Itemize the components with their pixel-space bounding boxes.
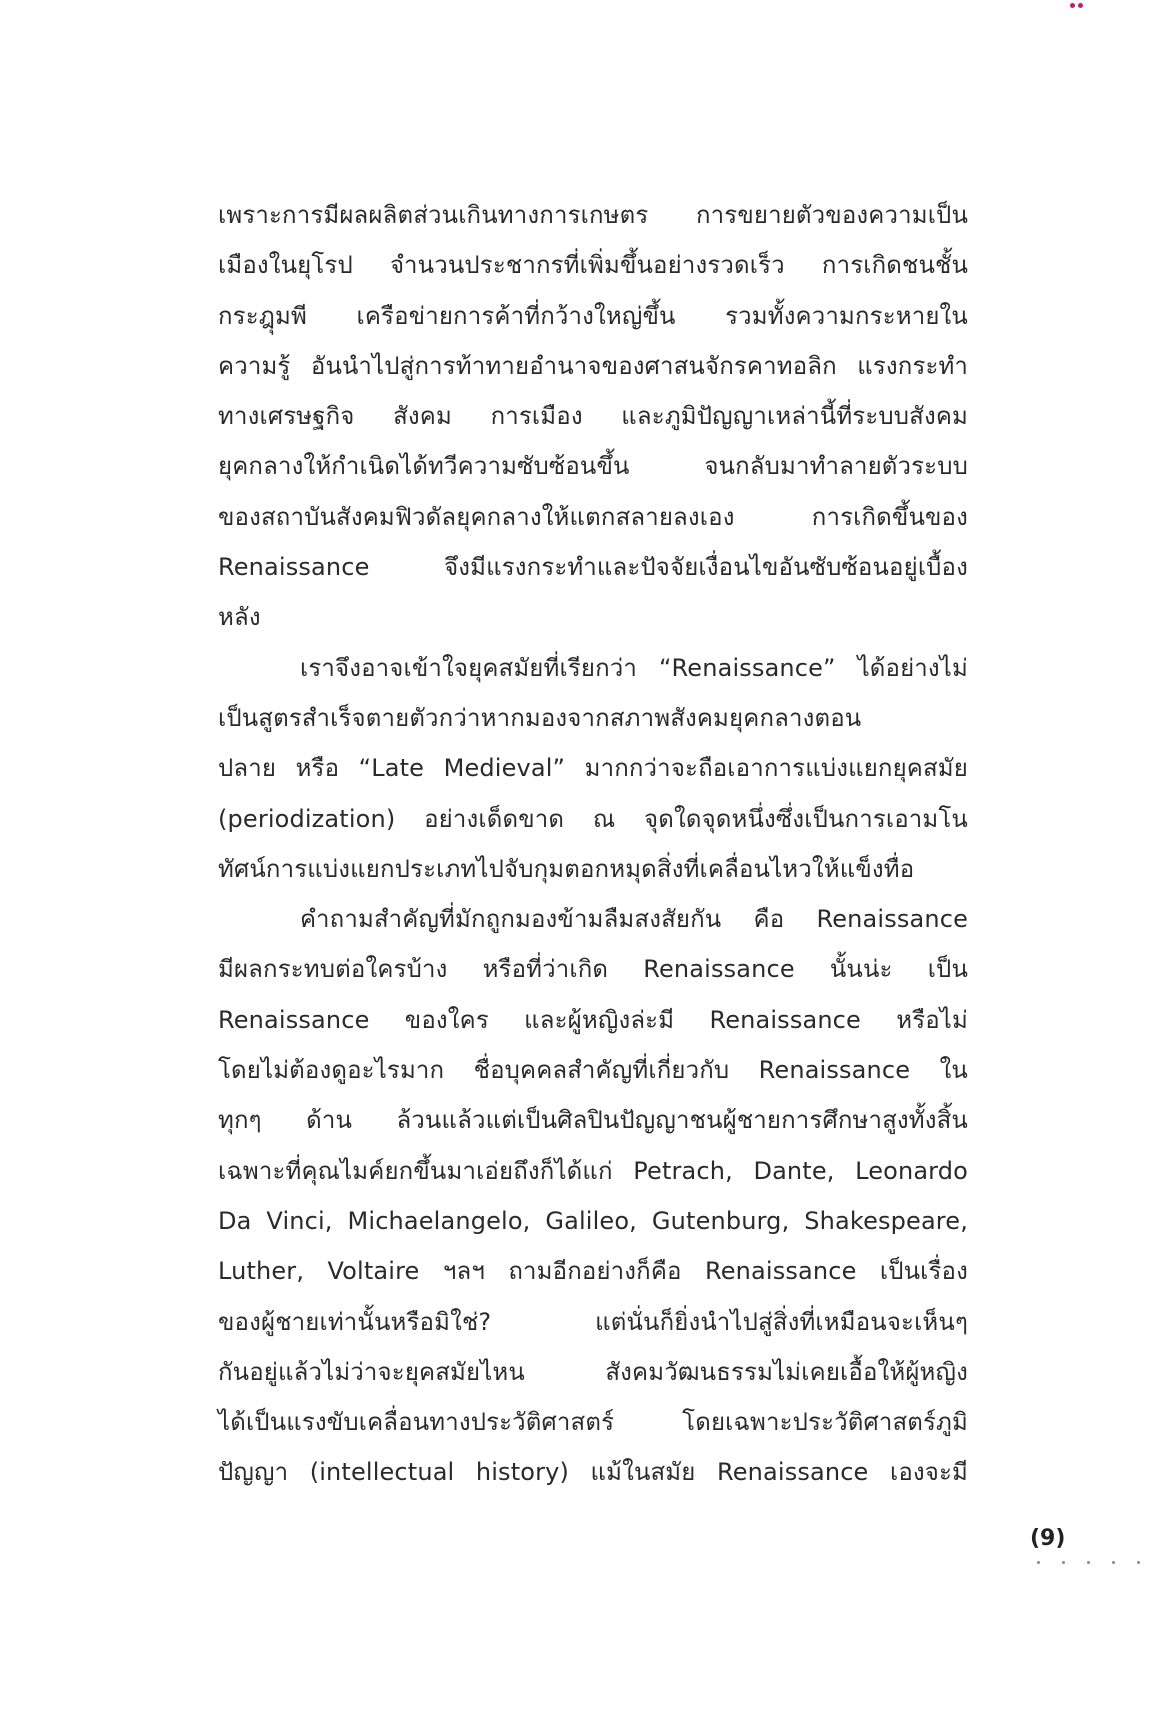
body-text [218,190,968,1498]
text-line: ของสถาบันสังคมฟิวดัลยุคกลางให้แตกสลายลงเอง การเกิดขึ้นของ [218,502,968,531]
text-line: ความรู้ อันนำไปสู่การท้าทายอำนาจของศาสนจักรคาทอลิก แรงกระทำ [218,351,968,380]
text-line: ปลาย หรือ “Late Medieval” มากกว่าจะถือเอาการแบ่งแยกยุคสมัย [218,754,968,783]
footer-dot [1087,1561,1090,1564]
text-line: ของผู้ชายเท่านั้นหรือมิใช่? แต่นั่นก็ยิ่งนำไปสู่สิ่งที่เหมือนจะเห็นๆ [218,1307,968,1336]
footer-dot [1062,1561,1065,1564]
text-line: โดยไม่ต้องดูอะไรมาก ชื่อบุคคลสำคัญที่เกี่ยวกับ Renaissance ใน [218,1056,968,1085]
text-line: เฉพาะที่คุณไมค์ยกขึ้นมาเอ่ยถึงก็ได้แก่ Petrach, Dante, Leonardo [218,1156,968,1185]
text-line: มีผลกระทบต่อใครบ้าง หรือที่ว่าเกิด Renaissance นั้นน่ะ เป็น [218,955,968,984]
text-line: ยุคกลางให้กำเนิดได้ทวีความซับซ้อนขึ้น จนกลับมาทำลายตัวระบบ [218,452,968,481]
text-line: ปัญญา (intellectual history) แม้ในสมัย Renaissance เองจะมี [218,1458,968,1487]
footer-dot [1137,1561,1140,1564]
footer-dot [1037,1561,1040,1564]
text-line: คำถามสำคัญที่มักถูกมองข้ามลืมสงสัยกัน คือ Renaissance [300,905,968,934]
page-number: (9) [1030,1526,1066,1551]
text-line: กันอยู่แล้วไม่ว่าจะยุคสมัยไหน สังคมวัฒนธรรมไม่เคยเอื้อให้ผู้หญิง [218,1357,968,1386]
text-line: Renaissance ของใคร และผู้หญิงล่ะมี Renaissance หรือไม่ [218,1005,968,1034]
text-line: Renaissance จึงมีแรงกระทำและปัจจัยเงื่อนไขอันซับซ้อนอยู่เบื้อง [218,553,968,582]
text-line: ทุกๆ ด้าน ล้วนแล้วแต่เป็นศิลปินปัญญาชนผู้ชายการศึกษาสูงทั้งสิ้น [218,1106,968,1135]
footer-decoration-dots [1037,1561,1140,1564]
corner-decoration-dots [1070,3,1083,8]
text-line: ทัศน์การแบ่งแยกประเภทไปจับกุมตอกหมุดสิ่งที่เคลื่อนไหวให้แข็งทื่อ [218,854,915,883]
text-line: Luther, Voltaire ฯลฯ ถามอีกอย่างก็คือ Renaissance เป็นเรื่อง [218,1257,968,1286]
text-line: เป็นสูตรสำเร็จตายตัวกว่าหากมองจากสภาพสังคมยุคกลางตอน [218,703,862,732]
text-line: เราจึงอาจเข้าใจยุคสมัยที่เรียกว่า “Renaissance” ได้อย่างไม่ [300,653,968,682]
text-line: เมืองในยุโรป จำนวนประชากรที่เพิ่มขึ้นอย่างรวดเร็ว การเกิดชนชั้น [218,251,968,280]
corner-dot [1070,3,1075,8]
text-line: ทางเศรษฐกิจ สังคม การเมือง และภูมิปัญญาเหล่านี้ที่ระบบสังคม [218,402,968,431]
text-line: (periodization) อย่างเด็ดขาด ณ จุดใดจุดหนึ่งซึ่งเป็นการเอามโน [218,804,968,833]
text-line: Da Vinci, Michaelangelo, Galileo, Gutenburg, Shakespeare, [218,1206,968,1235]
text-line: ได้เป็นแรงขับเคลื่อนทางประวัติศาสตร์ โดยเฉพาะประวัติศาสตร์ภูมิ [218,1408,968,1437]
footer-dot [1112,1561,1115,1564]
text-line: เพราะการมีผลผลิตส่วนเกินทางการเกษตร การขยายตัวของความเป็น [218,201,968,229]
corner-dot [1078,3,1083,8]
text-line: หลัง [218,603,261,632]
text-line: กระฎุมพี เครือข่ายการค้าที่กว้างใหญ่ขึ้น รวมทั้งความกระหายใน [218,301,968,330]
